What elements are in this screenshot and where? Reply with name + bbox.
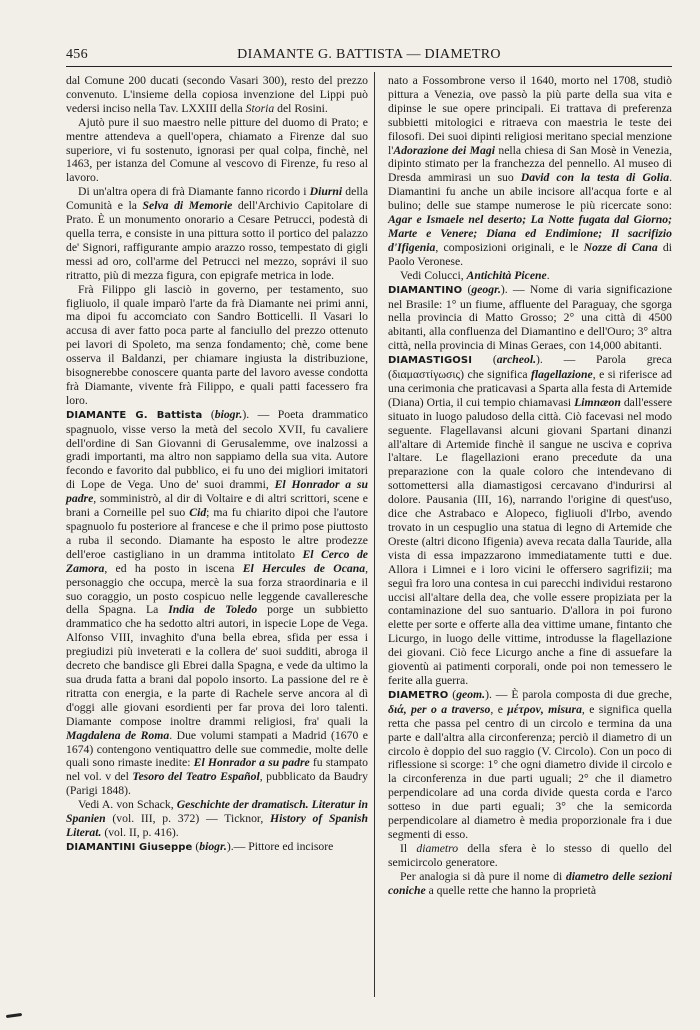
left-column <box>66 74 368 855</box>
entry-diamastigosi: DIAMASTIGOSI (archeol.). — Parola greca (διαμαστίγωσις) che significa flagellazione, e si riferisce ad una cerimonia che praticavasi a Sparta alla festa di Artemide (Diana) Ortia, il cui tempio chiamavasi Limnæon dall'essere situato in luogo paludoso della città. Ciò facevasi nel modo seguente. Flagellavansi alcuni giovani Spartani dinanzi all'altare di Artemide finchè il sangue ne usciva e copriva l'altare. Le flagellazioni erano precedute da una preparazione con la quale coloro che intendevano di sottomettersi alla diamastigosi cercavano d'indurirsi al dolore. Pausania (III, 16), narrando l'origine di quest'uso, dice che Astrabaco e Alopeco, figliuoli d'Irbo, avendo trovato in un cespuglio una statua di legno di Artemide che Oreste (altri dicono Ifigenia) aveva recata dalla Tauride, alla vista di essa impazzarono immediatamente tutti e due. Allora i Limnei e i loro vicini le offersero sagrifizii; ma seguì fra loro una contesa in cui parecchi individui restarono uccisi all'altare della dea, che volle essere propiziata per la contaminazione del suo santuario. D'allora in poi furono elette per sorte e offerte alla dea vittime umane, fintanto che Licurgo, in luogo delle vittime, introdusse la flagellazione dei giovani. Ciò fece Licurgo anche a fine di assuefare la gioventù ai patimenti corporali, onde poi non temessero le ferite alla guerra. <box>388 353 673 687</box>
entry-diamante: DIAMANTE G. Battista (biogr.). — Poeta drammatico spagnuolo, visse verso la metà del secolo XVII, fu cavaliere dell'ordine di San Giovanni di Gerusalemme, ove inalzossi a gradi importanti, ma altro non sappiamo della sua vita. Autore fecondo e favorito dal pubblico, ei fu uno dei migliori imitatori di Lope de Vega. Uno de' suoi drammi, El Honrador a su padre, somministrò, al dir di Voltaire e di altri scrittori, scene e brani a Corneille pel suo Cid; ma fu chiarito dipoi che l'autore spagnuolo fu posteriore al francese e che il primo pose piuttosto a ruba il secondo. Diamante ha esposto le altre prodezze dell'eroe castigliano in un dramma intitolato El Cerco de Zamora, ed ha posto in iscena El Hercules de Ocana, personaggio che occupa, mercè la sua forza straordinaria e il suo coraggio, un posto cospicuo nelle leggende cavalleresche della Spagna. La India de Toledo porge un subbietto drammatico che ha sedotto altri autori, in ispecie Lope de Vega. Alfonso VIII, invaghito d'una bella ebrea, sfida per essa i pregiudizi più inveterati e la collera de' suoi sudditi, abroga il decreto che bandisce gli Ebrei dalla Spagna, e vede da ultimo la sua druda fatta a brani dal popolo insorto. La passione del re è ritratta con energia, e la parte di Rachele serve ancora al dì d'oggi alle giovani esordienti per far prova dei loro talenti. Diamante compose inoltre drammi religiosi, fra' quali la Magdalena de Roma. Due volumi stampati a Madrid (1670 e 1674) contengono ventiquattro delle sue commedie, molte delle quali sono rimaste inedite: El Honrador a su padre fu stampato nel vol. v del Tesoro del Teatro Español, pubblicato da Baudry (Parigi 1848). <box>66 407 369 798</box>
entry-diamantino: DIAMANTINO (geogr.). — Nome di varia significazione nel Brasile: 1° un fiume, affluente del Paraguay, che sgorga nella provincia di Matto Grosso; 2° una città di 4500 abitanti, alla confluenza del Diamantino e dell'Ouro; 3° altra città, nella provincia di Minas Geraes, con 14,000 abitanti. <box>388 282 673 353</box>
entry-diametro: DIAMETRO (geom.). — È parola composta di due greche, διά, per o a traverso, e μέτρον, misura, e significa quella retta che passa pel centro di un circolo e termina da una parte e dall'altra alla circonferenza; perciò il diametro di un circolo è doppio del suo raggio (V. Circolo). Con un poco di riflessione si scorge: 1° che ogni diametro divide il circolo e la circonferenza in due parti uguali; 2° che il diametro perpendicolare ad una corda divide questa corda e l'arco sotteso in due parti eguali; 3° che la semicorda perpendicolare al diametro è media proporzionale fra i due segmenti di esso. <box>388 687 673 841</box>
running-title: DIAMANTE G. BATTISTA — DIAMETRO <box>237 47 501 62</box>
paragraph: Ajutò pure il suo maestro nelle pitture del duomo di Prato; e mentre attendeva a quell'opera, chiamato a Firenze dal suo superiore, vi fu sostenuto, ignorasi per qual colpa, finchè, nel 1463, per istanza del Comune al vescovo di Firenze, fu reso al lavoro. <box>66 115 368 185</box>
entry-heading: DIAMETRO <box>388 689 449 701</box>
paragraph: dal Comune 200 ducati (secondo Vasari 300), resto del prezzo convenuto. L'insieme della copiosa invenzione del Lippi può vedersi inciso nella Tav. LXXIII della Storia del Rosini. <box>66 74 368 115</box>
paragraph: Il diametro della sfera è lo stesso di quello del semicircolo generatore. <box>388 841 673 869</box>
paragraph: Di un'altra opera di frà Diamante fanno ricordo i Diurni della Comunità e la Selva di Memorie dell'Archivio Capitolare di Prato. È un monumento onorario a Cesare Petrucci, podestà di quella terra, e consiste in una pittura sotto il portico del palazzo de' Signori, raffigurante ampio arazzo rosso, tempestato di gigli messi ad oro, coll'arme del Petrucci nel mezzo, soprávi il suo ritratto, più di mezza figura, con epigrafe metrica in lode. <box>66 185 369 282</box>
entry-heading: DIAMANTE G. Battista <box>66 409 203 421</box>
right-column <box>388 74 672 897</box>
page-number: 456 <box>66 47 88 62</box>
page-corner-mark <box>6 1013 22 1018</box>
entry-heading: DIAMASTIGOSI <box>388 355 473 367</box>
paragraph: Per analogia si dà pure il nome di diametro delle sezioni coniche a quelle rette che hanno la proprietà <box>388 869 673 897</box>
paragraph: Vedi Colucci, Antichità Picene. <box>400 268 550 282</box>
entry-heading: DIAMANTINI Giuseppe <box>66 841 193 853</box>
running-header <box>66 44 672 67</box>
entry-heading: DIAMANTINO <box>388 284 463 296</box>
entry-diamantini: DIAMANTINI Giuseppe (biogr.).— Pittore ed incisore <box>66 839 334 853</box>
column-divider <box>374 72 375 997</box>
paragraph: Frà Filippo gli lasciò in governo, per testamento, suo figliuolo, il quale imparò l'arte da frà Diamante nei primi anni, ma dipoi fu accomciato con Sandro Botticelli. Il Vasari lo accusa di aver fatto poca parte al fanciullo del prezzo ottenuto pei lavori di Spoleto, ma senza fondamento; chè, come bene osserva il Baldanzi, per chiamare ingiusta la distribuzione, bisognerebbe conoscere quanta parte del lavoro avesse condotta frà Diamante, vivente frà Filippo, e quali patti facessero fra loro. <box>66 282 368 407</box>
paragraph: Vedi A. von Schack, Geschichte der dramatisch. Literatur in Spanien (vol. III, p. 372) — Ticknor, History of Spanish Literat. (vol. II, p. 416). <box>66 798 369 839</box>
paragraph: nato a Fossombrone verso il 1640, morto nel 1708, studiò pittura a Venezia, ove passò la più parte della sua vita e dipinse le sue opere principali. Ei trattava di preferenza subbietti mitologici e ritraeva con maestria le teste dei filosofi. Dei suoi dipinti religiosi meritano special menzione l'Adorazione dei Magi nella chiesa di San Mosè in Venezia, dipinto stimato per la franchezza del pennello. Al museo di Dresda ammirasi un suo David con la testa di Golia. Diamantini fu anche un abile incisore all'acqua forte e al bulino; delle sue stampe numerose le più ricercate sono: Agar e Ismaele nel deserto; La Notte fugata dal Giorno; Marte e Venere; Diana ed Endimione; Il sacrifizio d'Ifigenia, composizioni originali, e le Nozze di Cana di Paolo Veronese. <box>388 74 673 268</box>
